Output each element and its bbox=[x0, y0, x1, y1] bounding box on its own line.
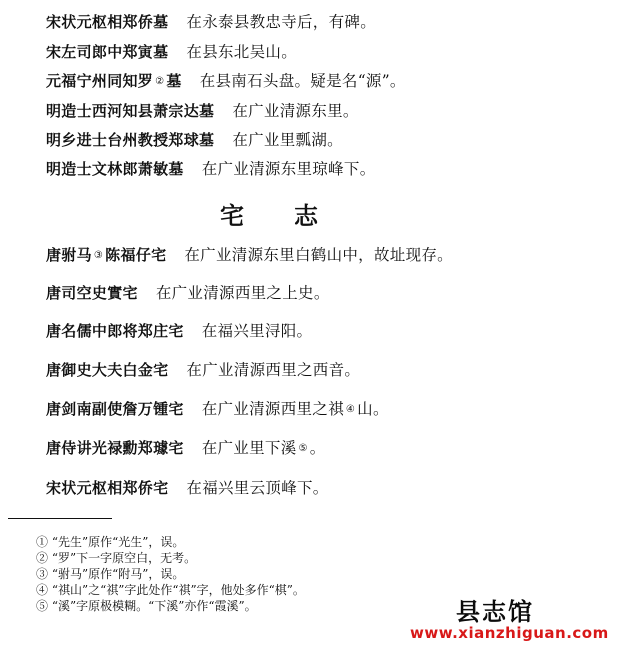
tomb-name-tail: 墓 bbox=[166, 72, 182, 90]
residence-desc-tail: 。 bbox=[309, 439, 326, 457]
residence-entry bbox=[46, 319, 312, 341]
tomb-name: 宋状元枢相郑侨墓 bbox=[46, 13, 169, 31]
tomb-desc: 在广业里瓢湖。 bbox=[232, 131, 343, 149]
tomb-entry bbox=[46, 157, 376, 179]
footnote-mark: ④ bbox=[345, 404, 356, 415]
tomb-desc: 在永泰县教忠寺后，有碑。 bbox=[186, 13, 377, 31]
footnote-mark: ⑤ bbox=[298, 443, 308, 454]
residence-name: 宋状元枢相郑侨宅 bbox=[46, 479, 169, 497]
tomb-entry bbox=[46, 10, 376, 32]
watermark-title: 县志馆 bbox=[456, 598, 534, 626]
residence-name: 唐名儒中郎将郑庄宅 bbox=[46, 322, 184, 340]
residence-entry bbox=[46, 476, 329, 498]
residence-name: 唐侍讲光禄勳郑璩宅 bbox=[46, 439, 184, 457]
footnote: ③ “驸马”原作“附马”，误。 bbox=[36, 567, 185, 581]
footnote-mark: ② bbox=[155, 76, 165, 87]
watermark-url: www.xianzhiguan.com bbox=[410, 624, 609, 642]
section-title: 宅志 bbox=[220, 202, 368, 230]
tomb-name: 元福宁州同知罗 bbox=[46, 72, 154, 90]
residence-desc: 在福兴里浔阳。 bbox=[201, 322, 313, 340]
residence-name: 唐司空史實宅 bbox=[46, 284, 138, 302]
residence-desc: 在广业清源西里之上史。 bbox=[155, 284, 330, 302]
residence-entry bbox=[46, 358, 360, 380]
tomb-desc: 在县南石头盘。疑是名“源”。 bbox=[199, 72, 406, 90]
footnote: ④ “祺山”之“祺”字此处作“祺”字，他处多作“棋”。 bbox=[36, 583, 305, 597]
tomb-name: 宋左司郎中郑寅墓 bbox=[46, 43, 169, 61]
residence-desc-tail: 山。 bbox=[357, 400, 389, 418]
footnote: ⑤ “溪”字原极模糊。“下溪”亦作“霞溪”。 bbox=[36, 599, 257, 613]
tomb-entry bbox=[46, 128, 343, 150]
tomb-desc: 在广业清源东里琼峰下。 bbox=[201, 160, 376, 178]
tomb-entry bbox=[46, 40, 297, 62]
tomb-name: 明造士文林郎萧敏墓 bbox=[46, 160, 184, 178]
tomb-desc: 在县东北吴山。 bbox=[186, 43, 298, 61]
residence-name: 唐驸马 bbox=[46, 246, 92, 264]
footnote-mark: ③ bbox=[93, 250, 104, 261]
residence-name-tail: 陈福仔宅 bbox=[105, 246, 167, 264]
residence-desc: 在广业清源西里之西音。 bbox=[186, 361, 361, 379]
residence-entry bbox=[46, 397, 389, 419]
residence-desc: 在广业清源西里之祺 bbox=[201, 400, 344, 418]
tomb-entry bbox=[46, 69, 406, 91]
residence-desc: 在福兴里云顶峰下。 bbox=[186, 479, 329, 497]
footnote: ① “先生”原作“光生”，误。 bbox=[36, 535, 185, 549]
residence-entry bbox=[46, 243, 453, 265]
residence-entry bbox=[46, 436, 326, 458]
tomb-name: 明乡进士台州教授郑球墓 bbox=[46, 131, 215, 149]
residence-name: 唐御史大夫白金宅 bbox=[46, 361, 169, 379]
residence-entry bbox=[46, 281, 330, 303]
residence-desc: 在广业清源东里白鹤山中，故址现存。 bbox=[184, 246, 453, 264]
footnote-divider bbox=[8, 518, 112, 519]
footnote: ② “罗”下一字原空白，无考。 bbox=[36, 551, 197, 565]
residence-name: 唐剑南副使詹万锺宅 bbox=[46, 400, 184, 418]
residence-desc: 在广业里下溪 bbox=[201, 439, 297, 457]
tomb-desc: 在广业清源东里。 bbox=[232, 102, 359, 120]
tomb-entry bbox=[46, 99, 359, 121]
tomb-name: 明造士西河知县萧宗达墓 bbox=[46, 102, 215, 120]
